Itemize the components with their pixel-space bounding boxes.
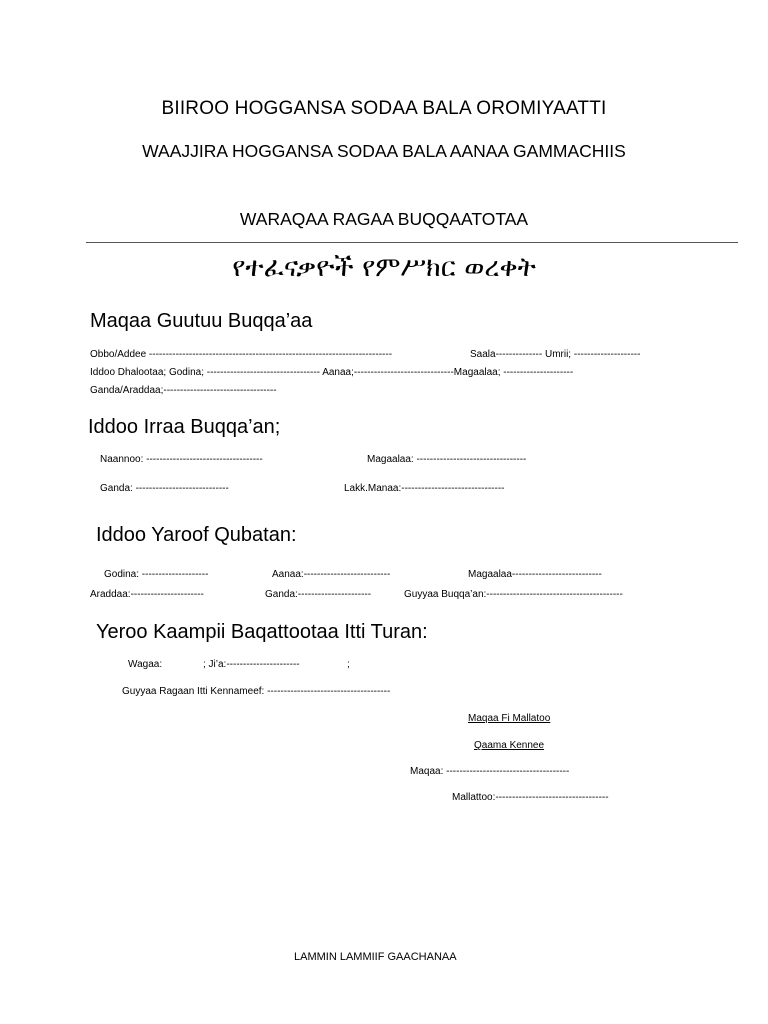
field-jiaa: ; Ji’a:---------------------- (203, 659, 300, 670)
section-temporary-settlement-heading: Iddoo Yaroof Qubatan: (96, 524, 297, 546)
field-origin-ganda: Ganda: ---------------------------- (100, 483, 229, 494)
field-wagaa: Wagaa: (128, 659, 163, 670)
field-issue-date: Guyyaa Ragaan Itti Kennameef: ------------------------------------- (122, 686, 391, 697)
title-divider (86, 242, 738, 243)
field-origin-magaalaa: Magaalaa: --------------------------------- (367, 454, 527, 465)
field-ganda-araddaa: Ganda/Araddaa;---------------------------------- (90, 385, 277, 396)
field-settlement-magaalaa: Magaalaa--------------------------- (468, 569, 602, 580)
field-signature: Mallattoo:---------------------------------- (452, 792, 609, 803)
field-obbo-addee: Obbo/Addee ------------------------------------------------------------------------- (90, 349, 393, 360)
form-title: WARAQAA RAGAA BUQQAATOTAA (239, 209, 529, 229)
field-godina: Godina: -------------------- (104, 569, 209, 580)
field-lakk-manaa: Lakk.Manaa:------------------------------- (344, 483, 505, 494)
field-saala-umrii: Saala-------------- Umrii; -------------------- (470, 349, 641, 360)
field-naannoo: Naannoo: ----------------------------------- (100, 454, 263, 465)
field-araddaa: Araddaa:---------------------- (90, 589, 204, 600)
signature-issuer: Qaama Kennee (474, 740, 545, 751)
footer-motto: LAMMIN LAMMIIF GAACHANAA (294, 951, 457, 963)
field-guyyaa-buqqaan: Guyyaa Buqqa’an:----------------------------------------- (404, 589, 623, 600)
section-camp-stay-heading: Yeroo Kaampii Baqattootaa Itti Turan: (96, 621, 428, 643)
field-settlement-ganda: Ganda:---------------------- (265, 589, 372, 600)
header-line1: BIIROO HOGGANSA SODAA BALA OROMIYAATTI (161, 98, 607, 119)
header-line2: WAAJJIRA HOGGANSA SODAA BALA AANAA GAMMACHIIS (142, 141, 626, 161)
section-origin-heading: Iddoo Irraa Buqqa’an; (88, 416, 281, 438)
field-semicolon: ; (347, 659, 350, 670)
field-birthplace: Iddoo Dhalootaa; Godina; ---------------------------------- Aanaa;------------------------------Magaalaa; --------------------- (90, 367, 574, 378)
section-full-name-heading: Maqaa Guutuu Buqqa’aa (90, 310, 313, 332)
amharic-title: የተፈናቃዮች የምሥክር ወረቀት (232, 252, 536, 283)
signature-title: Maqaa Fi Mallatoo (468, 713, 551, 724)
field-aanaa: Aanaa:-------------------------- (272, 569, 391, 580)
field-signer-name: Maqaa: ------------------------------------- (410, 766, 570, 777)
